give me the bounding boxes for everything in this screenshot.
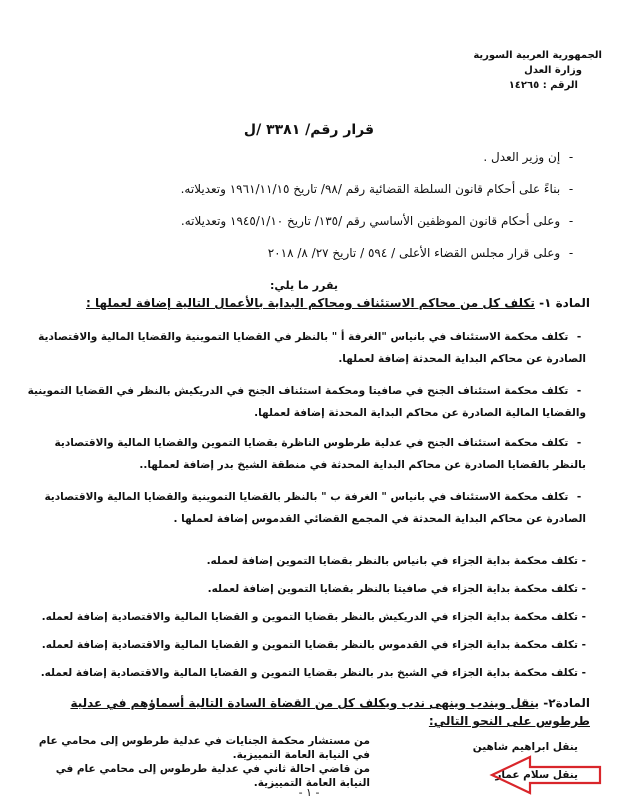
list-item-text: تكلف محكمة بداية الجزاء في صافيتا بالنظر بقضايا التموين إضافة لعمله. [207, 583, 578, 595]
article-1-prefix: المادة ١- [534, 296, 590, 310]
dash-bullet: - [581, 639, 586, 651]
transfer-name: ينقل ابراهيم شاهين [472, 741, 578, 753]
dash-bullet: - [581, 583, 586, 595]
header-number: الرقم : ١٤٢٦٥ [508, 80, 578, 91]
header-republic: الجمهورية العربية السورية [473, 50, 602, 61]
intro-text: وعلى قرار مجلس القضاء الأعلى / ٥٩٤ / تاريخ ٢٧/ ٨/ ٢٠١٨ [267, 246, 561, 260]
article-1-text: تكلف كل من محاكم الاستئناف ومحاكم البداية بالأعمال التالية إضافة لعملها : [86, 296, 535, 310]
dash-bullet: - [581, 667, 586, 679]
dash-bullet: - [568, 214, 574, 228]
intro-text: إن وزير العدل . [483, 150, 561, 164]
header-ministry: وزارة العدل [524, 65, 582, 76]
transfer-name: ينقل سلام عمار [495, 769, 578, 781]
dash-bullet: - [581, 611, 586, 623]
list-item-text: تكلف محكمة بداية الجزاء في الدريكيش بالنظر بقضايا التموين و القضايا المالية والاقتصادية إضافة لعمله. [41, 611, 578, 623]
dash-bullet: - [568, 246, 574, 260]
list-item-text: تكلف محكمة استئناف الجنح في عدلية طرطوس الناظرة بقضايا التموين والقضايا المالية والاقتصادية بالنظر بالقضايا الصادرة عن محاكم البداية المحدثة في منطقة الشيخ بدر إضافة لعملها.. [54, 437, 586, 471]
list-item-text: تكلف محكمة استئناف الجنح في صافيتا ومحكمة استئناف الجنح في الدريكيش بالنظر في القضايا التموينية والقضايا المالية الصادرة عن محاكم البداية المحدثة إضافة لعملها. [27, 385, 586, 419]
dash-bullet: - [576, 331, 582, 343]
dash-bullet: - [568, 150, 574, 164]
article-2-prefix: المادة٢- [539, 696, 590, 710]
intro-text: وعلى أحكام قانون الموظفين الأساسي رقم /١٣٥/ تاريخ ١٩٤٥/١/١٠ وتعديلاته. [180, 214, 561, 228]
list-item-text: تكلف محكمة الاستئناف في بانياس " الغرفة ب " بالنظر بالقضايا التموينية والقضايا المالية والاقتصادية الصادرة عن محاكم البداية المحدثة في المجمع القضائي القدموس إضافة لعملها . [44, 491, 586, 525]
transfer-description: من مستشار محكمة الجنايات في عدلية طرطوس إلى محامي عام في النيابة العامة التمييزية. [38, 735, 370, 761]
decides-heading: يقرر ما يلي: [270, 279, 338, 292]
decree-title: قرار رقم/ ٣٣٨١ /ل [243, 122, 375, 138]
transfer-description: من قاضي احالة ثاني في عدلية طرطوس إلى محامي عام في النيابة العامة التمييزية. [55, 763, 370, 789]
intro-text: بناءً على أحكام قانون السلطة القضائية رقم /٩٨/ تاريخ ١٩٦١/١١/١٥ وتعديلاته. [180, 182, 561, 196]
list-item-text: تكلف محكمة بداية الجزاء في القدموس بالنظر بقضايا التموين و القضايا المالية والاقتصادية إضافة لعمله. [41, 639, 578, 651]
article-2-text: ينقل ويندب وينهى ندب ويكلف كل من القضاة السادة التالية أسماؤهم في عدلية طرطوس على النحو التالي: [70, 696, 590, 728]
dash-bullet: - [581, 555, 586, 567]
dash-bullet: - [576, 437, 582, 449]
list-item-text: تكلف محكمة الاستئناف في بانياس "الغرفة أ " بالنظر في القضايا التموينية والقضايا المالية والاقتصادية الصادرة عن محاكم البداية المحدثة إضافة لعملها. [38, 331, 586, 365]
page-number: - ١ - [298, 786, 320, 799]
dash-bullet: - [576, 385, 582, 397]
dash-bullet: - [568, 182, 574, 196]
dash-bullet: - [576, 491, 582, 503]
list-item-text: تكلف محكمة بداية الجزاء في بانياس بالنظر بقضايا التموين إضافة لعمله. [206, 555, 578, 567]
list-item-text: تكلف محكمة بداية الجزاء في الشيخ بدر بالنظر بقضايا التموين و القضايا المالية والاقتصادية إضافة لعمله. [40, 667, 578, 679]
